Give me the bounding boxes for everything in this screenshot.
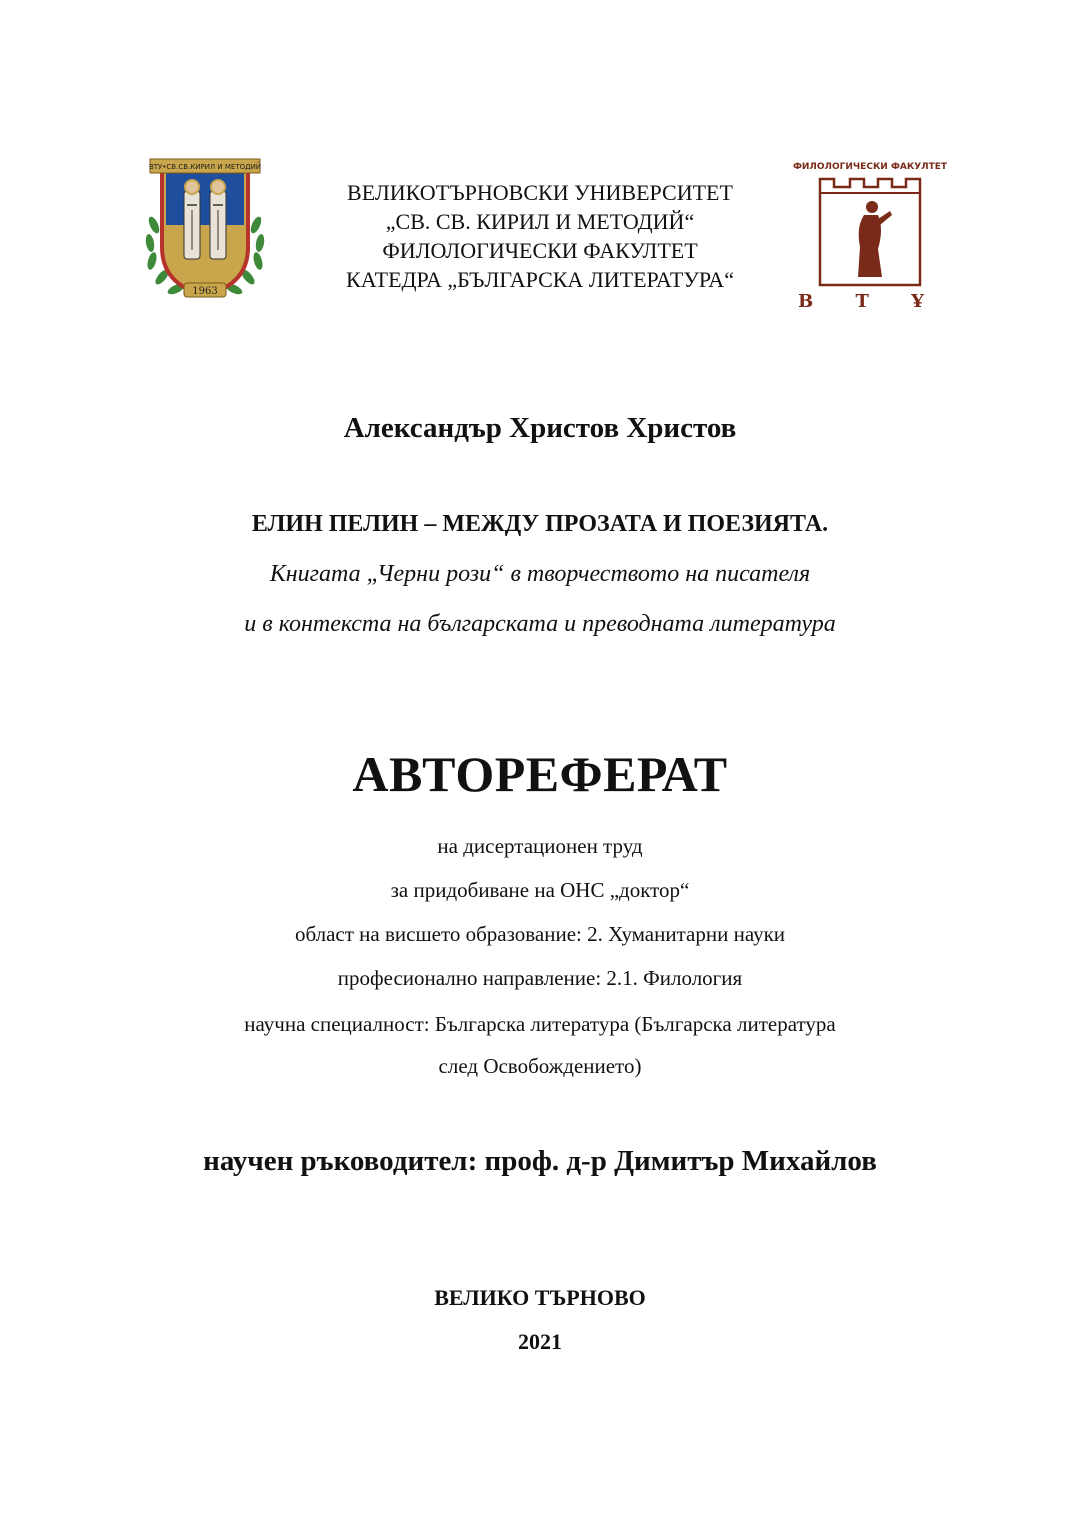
document-type-heading: АВТОРЕФЕРАТ	[352, 746, 728, 802]
info-line-specialty: научна специалност: Българска литература (Българска литература	[244, 1012, 836, 1036]
university-name-line2: „СВ. СВ. КИРИЛ И МЕТОДИЙ“	[385, 209, 695, 234]
dissertation-subtitle-line2: и в контекста на българската и преводната литература	[244, 611, 836, 637]
dissertation-subtitle-line1: Книгата „Черни рози“ в творчеството на писателя	[269, 561, 811, 587]
dissertation-title: ЕЛИН ПЕЛИН – МЕЖДУ ПРОЗАТА И ПОЕЗИЯТА.	[251, 511, 829, 537]
info-line-direction: професионално направление: 2.1. Филология	[337, 966, 743, 990]
department-name: КАТЕДРА „БЪЛГАРСКА ЛИТЕРАТУРА“	[346, 267, 734, 292]
publication-year: 2021	[518, 1329, 562, 1354]
info-line-work: на дисертационен труд	[437, 834, 643, 858]
svg-text:ВТУ•СВ.СВ.КИРИЛ И МЕТОДИЙ: ВТУ•СВ.СВ.КИРИЛ И МЕТОДИЙ	[148, 163, 262, 171]
info-line-degree: за придобиване на ОНС „доктор“	[390, 878, 690, 902]
philology-faculty-logo	[792, 157, 948, 313]
svg-text:1963: 1963	[192, 286, 218, 297]
svg-text:В Т Ұ: В Т Ұ	[798, 291, 942, 312]
svg-text:ФИЛОЛОГИЧЕСКИ ФАКУЛТЕТ: ФИЛОЛОГИЧЕСКИ ФАКУЛТЕТ	[792, 162, 948, 172]
scientific-supervisor: научен ръководител: проф. д-р Димитър Михайлов	[203, 1145, 877, 1177]
university-crest-logo	[140, 155, 270, 307]
info-line-field: област на висшето образование: 2. Хуманитарни науки	[294, 922, 786, 946]
author-name: Александър Христов Христов	[343, 412, 737, 444]
monk-figure-icon	[858, 201, 892, 277]
city-name: ВЕЛИКО ТЪРНОВО	[434, 1285, 646, 1310]
faculty-name: ФИЛОЛОГИЧЕСКИ ФАКУЛТЕТ	[382, 238, 698, 263]
info-line-specialty-cont: след Освобождението)	[438, 1054, 642, 1078]
university-header	[300, 178, 780, 294]
university-name-line1: ВЕЛИКОТЪРНОВСКИ УНИВЕРСИТЕТ	[347, 180, 733, 205]
